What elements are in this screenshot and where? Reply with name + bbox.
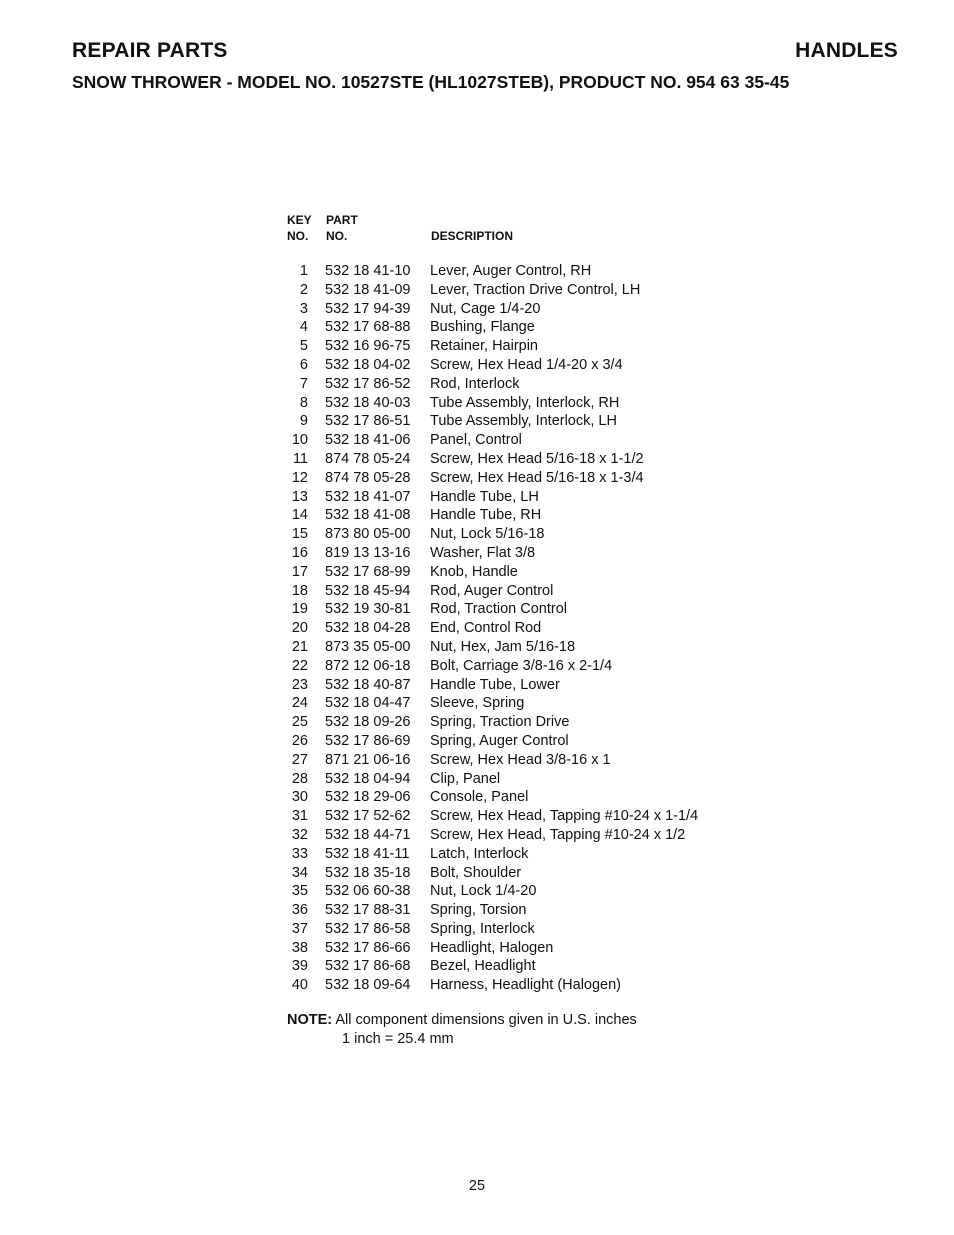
key-no-cell: 14 <box>291 507 308 524</box>
description-cell: Handle Tube, RH <box>430 507 542 524</box>
table-row <box>282 488 802 507</box>
table-row <box>282 807 802 826</box>
part-no-cell: 532 18 41-07 <box>325 488 411 505</box>
table-row <box>282 976 802 995</box>
table-row <box>282 619 802 638</box>
description-cell: Nut, Lock 1/4-20 <box>430 883 537 900</box>
key-no-cell: 19 <box>291 601 308 618</box>
part-no-cell: 532 18 09-26 <box>325 714 411 731</box>
key-no-cell: 15 <box>291 526 308 543</box>
table-row <box>282 375 802 394</box>
part-no-cell: 532 06 60-38 <box>325 883 411 900</box>
description-cell: Screw, Hex Head 5/16-18 x 1-1/2 <box>430 450 644 467</box>
table-row <box>282 770 802 789</box>
key-no-cell: 8 <box>299 394 308 411</box>
table-row <box>282 318 802 337</box>
table-row <box>282 694 802 713</box>
part-no-cell: 532 18 45-94 <box>325 582 411 599</box>
key-no-cell: 37 <box>291 920 308 937</box>
key-header-line2: NO. <box>287 229 309 243</box>
model-subtitle: SNOW THROWER - MODEL NO. 10527STE (HL1027STEB), PRODUCT NO. 954 63 35-45 <box>72 72 790 92</box>
table-row <box>282 450 802 469</box>
key-no-cell: 34 <box>291 864 308 881</box>
description-cell: Tube Assembly, Interlock, LH <box>430 413 617 430</box>
description-cell: Spring, Torsion <box>430 902 527 919</box>
description-cell: Rod, Traction Control <box>430 601 568 618</box>
description-cell: Screw, Hex Head, Tapping #10-24 x 1-1/4 <box>430 808 699 825</box>
table-row <box>282 882 802 901</box>
part-no-cell: 532 17 86-68 <box>325 958 411 975</box>
description-cell: Knob, Handle <box>430 563 518 580</box>
key-no-cell: 10 <box>291 432 308 449</box>
part-no-cell: 532 18 40-87 <box>325 676 411 693</box>
part-no-cell: 532 18 04-94 <box>325 770 411 787</box>
key-no-cell: 24 <box>291 695 308 712</box>
key-no-cell: 31 <box>291 808 308 825</box>
part-no-cell: 872 12 06-18 <box>325 657 411 674</box>
description-cell: Spring, Traction Drive <box>430 714 570 731</box>
description-cell: Bolt, Shoulder <box>430 864 522 881</box>
part-no-cell: 532 18 44-71 <box>325 826 411 843</box>
key-no-cell: 26 <box>291 732 308 749</box>
table-row <box>282 826 802 845</box>
section-title: REPAIR PARTS <box>72 39 228 62</box>
table-row <box>282 788 802 807</box>
key-no-cell: 13 <box>291 488 308 505</box>
description-cell: Spring, Auger Control <box>430 732 569 749</box>
page-number: 25 <box>468 1178 486 1194</box>
part-no-cell: 819 13 13-16 <box>325 544 411 561</box>
part-no-cell: 532 18 04-47 <box>325 695 411 712</box>
part-no-cell: 532 18 41-08 <box>325 507 411 524</box>
table-row <box>282 657 802 676</box>
description-cell: Rod, Interlock <box>430 375 520 392</box>
part-no-cell: 873 35 05-00 <box>325 638 411 655</box>
key-no-cell: 35 <box>291 883 308 900</box>
table-row <box>282 281 802 300</box>
table-row <box>282 957 802 976</box>
key-header-line1: KEY <box>287 213 312 227</box>
description-cell: Headlight, Halogen <box>430 939 554 956</box>
description-cell: Nut, Lock 5/16-18 <box>430 526 545 543</box>
table-row <box>282 469 802 488</box>
description-cell: Screw, Hex Head, Tapping #10-24 x 1/2 <box>430 826 686 843</box>
part-no-cell: 532 17 86-69 <box>325 732 411 749</box>
description-cell: Spring, Interlock <box>430 920 535 937</box>
table-row <box>282 920 802 939</box>
key-no-cell: 11 <box>292 450 308 467</box>
part-no-cell: 532 17 86-51 <box>325 413 411 430</box>
description-cell: Rod, Auger Control <box>430 582 554 599</box>
key-no-cell: 9 <box>299 413 308 430</box>
description-cell: End, Control Rod <box>430 620 542 637</box>
key-no-cell: 33 <box>291 845 308 862</box>
part-no-cell: 873 80 05-00 <box>325 526 411 543</box>
description-cell: Screw, Hex Head 1/4-20 x 3/4 <box>430 356 623 373</box>
key-no-cell: 16 <box>291 544 308 561</box>
table-row <box>282 506 802 525</box>
key-no-cell: 25 <box>291 714 308 731</box>
part-no-cell: 532 17 86-52 <box>325 375 411 392</box>
table-row <box>282 431 802 450</box>
table-row <box>282 864 802 883</box>
table-row <box>282 939 802 958</box>
key-no-cell: 23 <box>291 676 308 693</box>
description-cell: Harness, Headlight (Halogen) <box>430 977 622 994</box>
description-cell: Lever, Traction Drive Control, LH <box>430 281 641 298</box>
description-cell: Console, Panel <box>430 789 529 806</box>
part-no-cell: 532 18 29-06 <box>325 789 411 806</box>
part-no-cell: 532 18 04-02 <box>325 356 411 373</box>
description-cell: Washer, Flat 3/8 <box>430 544 536 561</box>
part-no-cell: 532 17 68-99 <box>325 563 411 580</box>
parts-table-body <box>282 262 802 995</box>
description-cell: Nut, Hex, Jam 5/16-18 <box>430 638 576 655</box>
key-no-cell: 30 <box>291 789 308 806</box>
description-cell: Panel, Control <box>430 432 522 449</box>
part-no-cell: 532 17 52-62 <box>325 808 411 825</box>
key-no-cell: 39 <box>291 958 308 975</box>
key-no-header <box>287 212 312 244</box>
table-row <box>282 600 802 619</box>
description-cell: Handle Tube, Lower <box>430 676 560 693</box>
part-no-cell: 532 17 86-58 <box>325 920 411 937</box>
part-header-line1: PART <box>326 213 358 227</box>
key-no-cell: 22 <box>291 657 308 674</box>
key-no-cell: 5 <box>299 338 308 355</box>
key-no-cell: 20 <box>291 620 308 637</box>
table-row <box>282 582 802 601</box>
part-no-cell: 532 18 41-10 <box>325 263 411 279</box>
description-cell: Latch, Interlock <box>430 845 529 862</box>
part-no-cell: 532 19 30-81 <box>325 601 411 618</box>
part-no-cell: 532 17 68-88 <box>325 319 411 336</box>
table-row <box>282 337 802 356</box>
description-cell: Clip, Panel <box>430 770 501 787</box>
description-cell: Nut, Cage 1/4-20 <box>430 300 541 317</box>
table-row <box>282 732 802 751</box>
description-cell: Lever, Auger Control, RH <box>430 263 592 279</box>
part-no-cell: 871 21 06-16 <box>325 751 411 768</box>
part-no-cell: 874 78 05-28 <box>325 469 411 486</box>
key-no-cell: 32 <box>291 826 308 843</box>
key-no-cell: 28 <box>291 770 308 787</box>
page-topic: HANDLES <box>795 39 898 62</box>
part-no-cell: 532 16 96-75 <box>325 338 411 355</box>
description-cell: Tube Assembly, Interlock, RH <box>430 394 620 411</box>
part-no-cell: 532 18 41-06 <box>325 432 411 449</box>
table-row <box>282 544 802 563</box>
part-no-cell: 532 18 41-09 <box>325 281 411 298</box>
table-row <box>282 394 802 413</box>
key-no-cell: 3 <box>299 300 308 317</box>
description-cell: Screw, Hex Head 3/8-16 x 1 <box>430 751 611 768</box>
note-label: NOTE: <box>287 1012 333 1028</box>
key-no-cell: 6 <box>299 356 308 373</box>
key-no-cell: 18 <box>291 582 308 599</box>
key-no-cell: 17 <box>291 563 308 580</box>
dimension-note <box>287 1011 637 1049</box>
key-no-cell: 12 <box>291 469 308 486</box>
key-no-cell: 40 <box>291 977 308 994</box>
key-no-cell: 1 <box>299 263 308 279</box>
table-row <box>282 412 802 431</box>
table-row <box>282 262 802 281</box>
table-row <box>282 300 802 319</box>
part-no-header <box>326 212 358 244</box>
note-line2: 1 inch = 25.4 mm <box>342 1031 454 1047</box>
key-no-cell: 27 <box>291 751 308 768</box>
part-no-cell: 532 17 94-39 <box>325 300 411 317</box>
description-cell: Screw, Hex Head 5/16-18 x 1-3/4 <box>430 469 644 486</box>
description-cell: Bezel, Headlight <box>430 958 536 975</box>
table-row <box>282 356 802 375</box>
key-no-cell: 7 <box>299 375 308 392</box>
description-cell: Bushing, Flange <box>430 319 535 336</box>
part-header-line2: NO. <box>326 229 348 243</box>
table-row <box>282 845 802 864</box>
key-no-cell: 21 <box>291 638 308 655</box>
part-no-cell: 874 78 05-24 <box>325 450 411 467</box>
part-no-cell: 532 17 86-66 <box>325 939 411 956</box>
description-cell: Handle Tube, LH <box>430 488 539 505</box>
key-no-cell: 36 <box>291 902 308 919</box>
table-row <box>282 751 802 770</box>
table-row <box>282 901 802 920</box>
part-no-cell: 532 18 35-18 <box>325 864 411 881</box>
parts-table <box>282 262 802 995</box>
part-no-cell: 532 18 40-03 <box>325 394 411 411</box>
key-no-cell: 4 <box>299 319 308 336</box>
table-row <box>282 676 802 695</box>
description-header: DESCRIPTION <box>431 229 514 243</box>
part-no-cell: 532 18 09-64 <box>325 977 411 994</box>
description-cell: Bolt, Carriage 3/8-16 x 2-1/4 <box>430 657 613 674</box>
table-row <box>282 638 802 657</box>
part-no-cell: 532 18 41-11 <box>325 845 410 862</box>
description-cell: Retainer, Hairpin <box>430 338 538 355</box>
table-row <box>282 563 802 582</box>
description-cell: Sleeve, Spring <box>430 695 525 712</box>
key-no-cell: 2 <box>299 281 308 298</box>
part-no-cell: 532 17 88-31 <box>325 902 411 919</box>
table-row <box>282 525 802 544</box>
note-line1: All component dimensions given in U.S. inches <box>335 1012 637 1028</box>
part-no-cell: 532 18 04-28 <box>325 620 411 637</box>
key-no-cell: 38 <box>291 939 308 956</box>
table-row <box>282 713 802 732</box>
